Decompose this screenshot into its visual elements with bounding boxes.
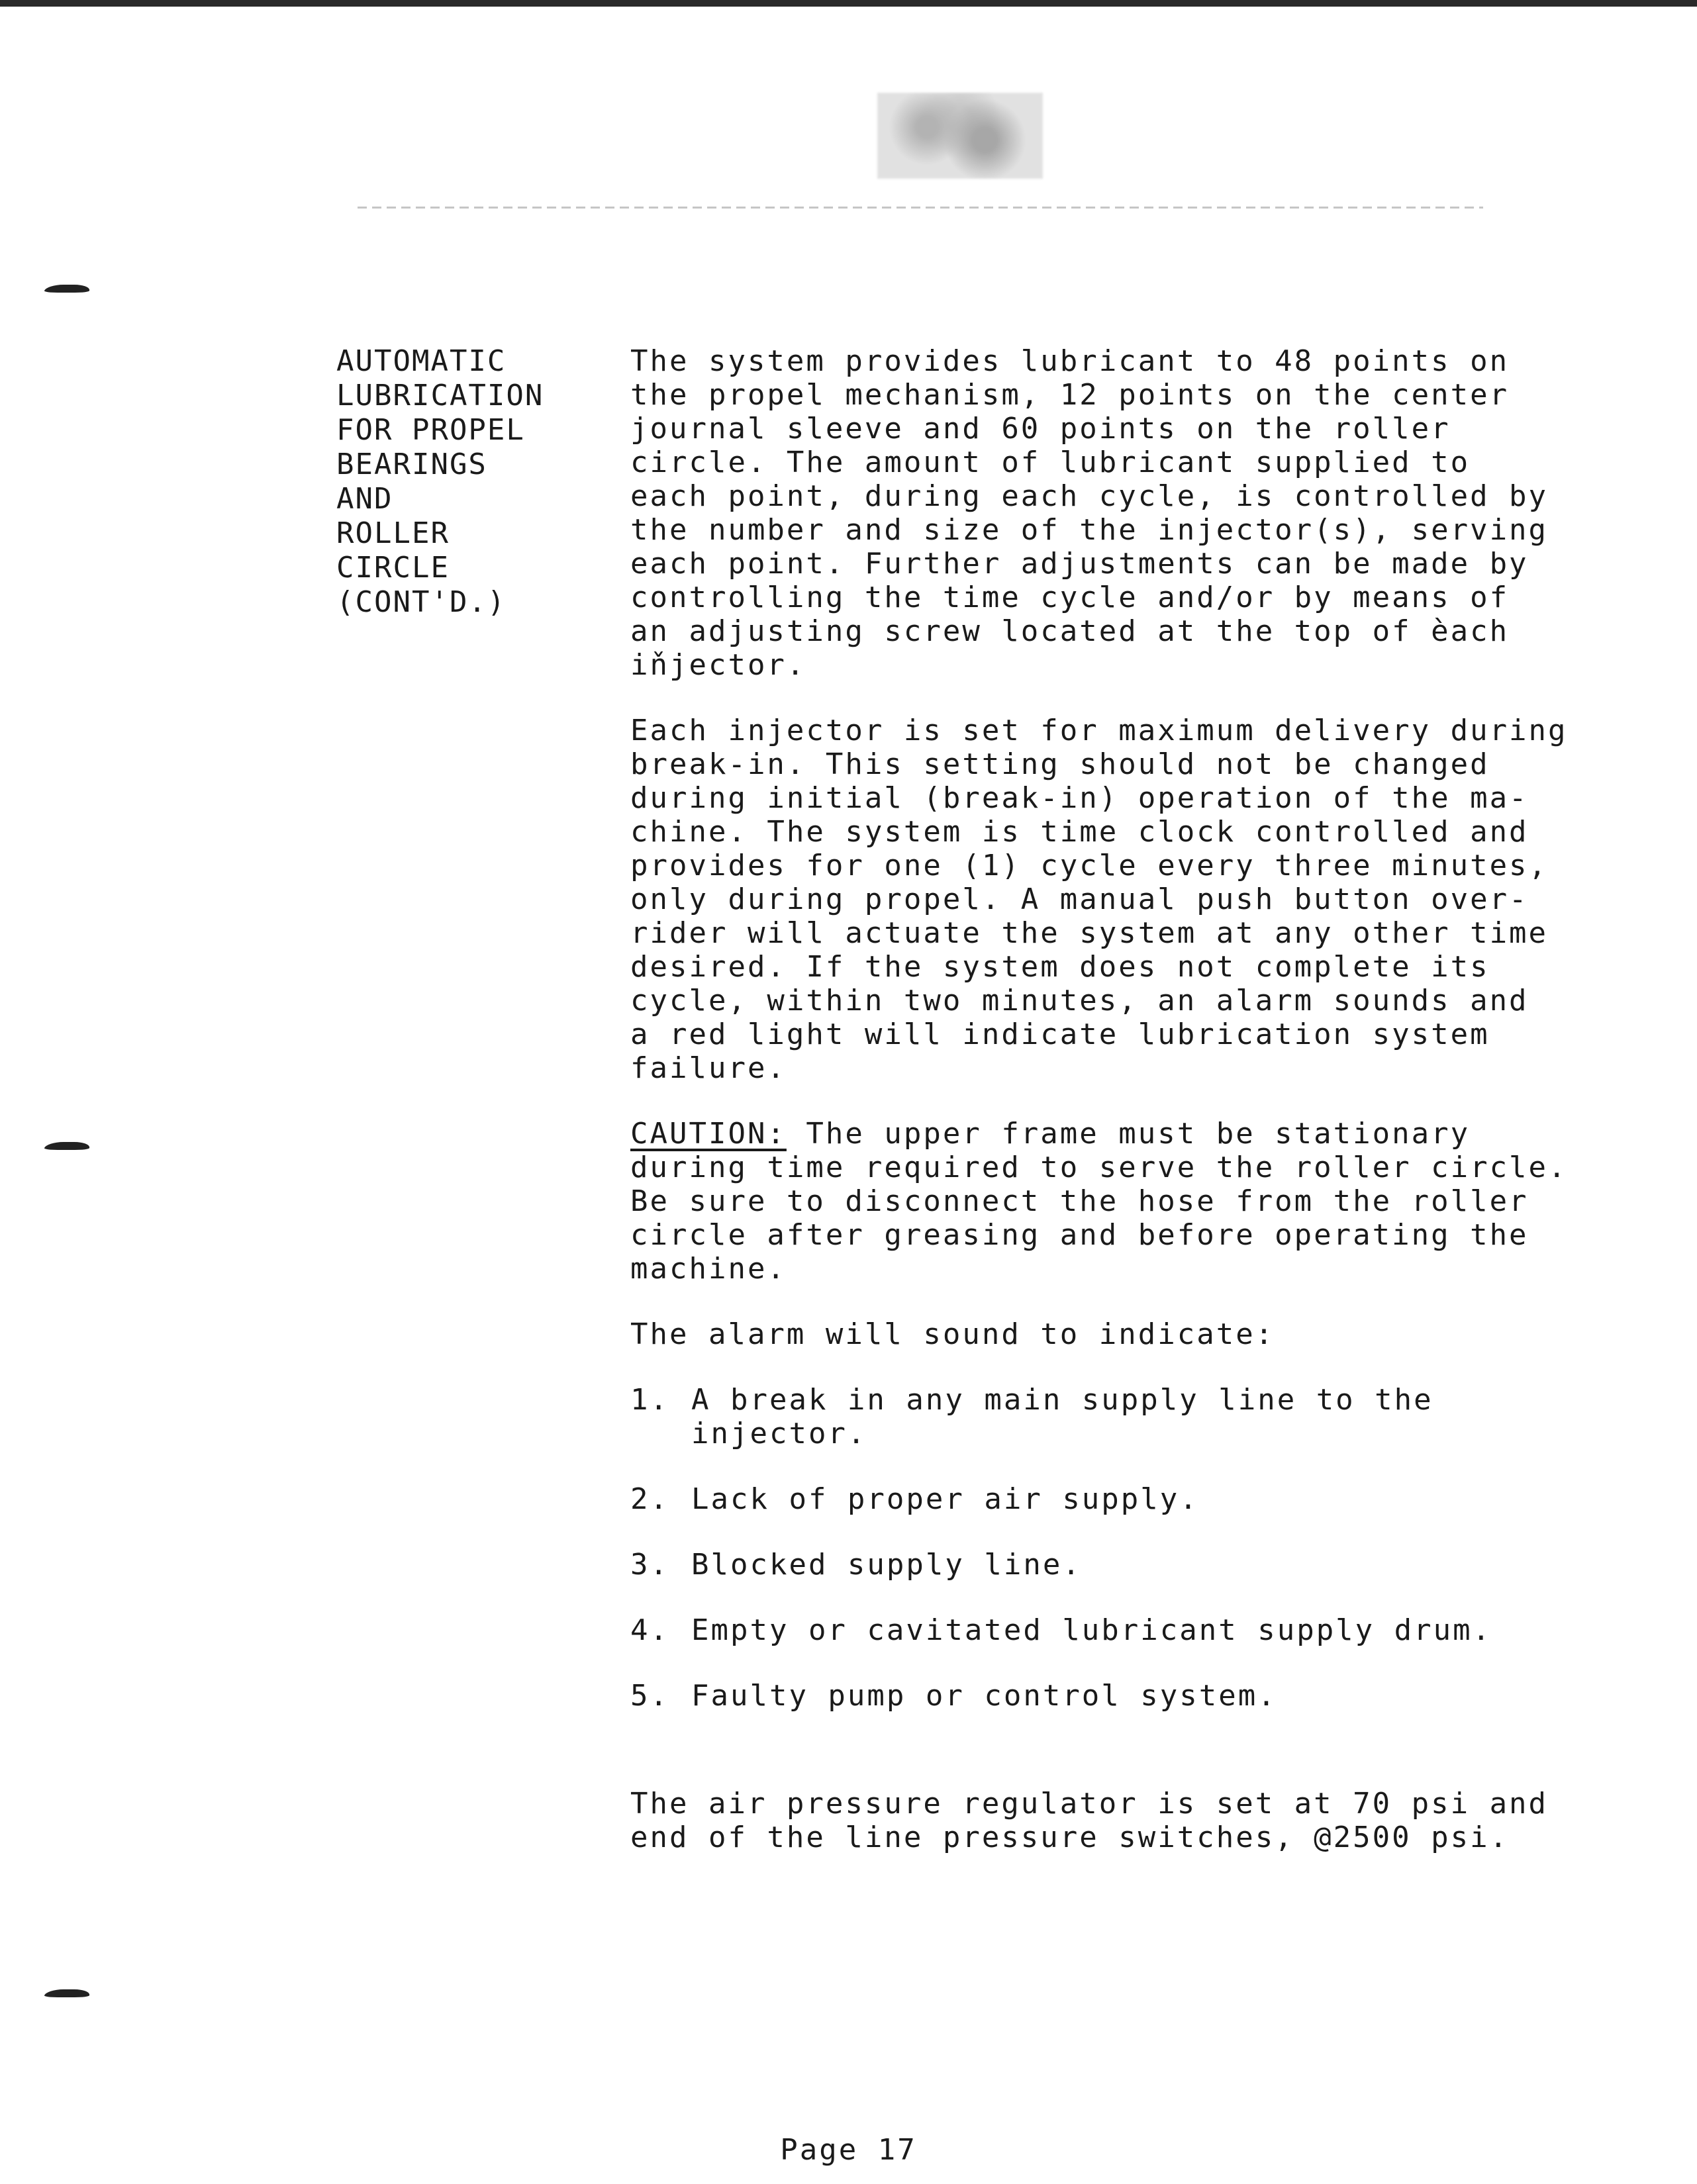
binder-punch-mark-top [44,285,91,293]
list-item-number: 1. [630,1383,669,1417]
list-item-number: 3. [630,1548,669,1582]
list-item [630,1613,1610,1647]
list-item-text: Blocked supply line. [691,1548,1082,1582]
body-column [630,344,1610,1886]
page-number: Page 17 [780,2133,917,2167]
list-item-number: 2. [630,1482,669,1516]
binder-punch-mark-middle [44,1142,91,1150]
caution-text: The upper frame must be stationary during time required to serve the roller circle. Be sure to disconnect the hose from the roller circle after greasing and before operating the machine. [630,1117,1568,1286]
list-item [630,1548,1610,1582]
list-item-number: 5. [630,1679,669,1713]
binder-punch-mark-bottom [44,1989,91,1997]
list-item-text: A break in any main supply line to the injector. [691,1383,1433,1450]
side-heading: AUTOMATIC LUBRICATION FOR PROPEL BEARINGS AND ROLLER CIRCLE (CONT'D.) [336,344,544,619]
list-item-text: Faulty pump or control system. [691,1679,1277,1713]
paragraph-injector-settings: Each injector is set for maximum delivery during break-in. This setting should not be changed during initial (break-in) operation of the ma- chine. The system is time clock controlled and provides for one (1) cycle every three minutes, only during propel. A manual push button over- rider will actuate the system at any other time desired. If the system does not complete its cycle, within two minutes, an alarm sounds and a red light will indicate lubrication system failure. [630,714,1568,1085]
header-logo-smudge [877,93,1043,179]
list-item-text: Empty or cavitated lubricant supply drum. [691,1613,1492,1647]
list-item [630,1482,1610,1516]
paragraph-pressure-settings: The air pressure regulator is set at 70 psi and end of the line pressure switches, @2500 psi. [630,1787,1549,1854]
header-rule [358,207,1483,209]
alarm-intro: The alarm will sound to indicate: [630,1317,1275,1351]
caution-paragraph [630,1117,1610,1286]
list-item-number: 4. [630,1613,669,1647]
list-item [630,1383,1610,1450]
caution-label: CAUTION: [630,1117,787,1151]
scan-top-edge [0,0,1697,7]
list-item-text: Lack of proper air supply. [691,1482,1199,1516]
list-item [630,1679,1610,1713]
alarm-list [630,1383,1610,1713]
paragraph-lubricant-points: The system provides lubricant to 48 points on the propel mechanism, 12 points on the center journal sleeve and 60 points on the roller circle. The amount of lubricant supplied to each point, during each cycle, is controlled by the number and size of the injector(s), serving each point. Further adjustments can be made by controlling the time cycle and/or by means of an adjusting screw located at the top of èach iňjector. [630,344,1549,682]
